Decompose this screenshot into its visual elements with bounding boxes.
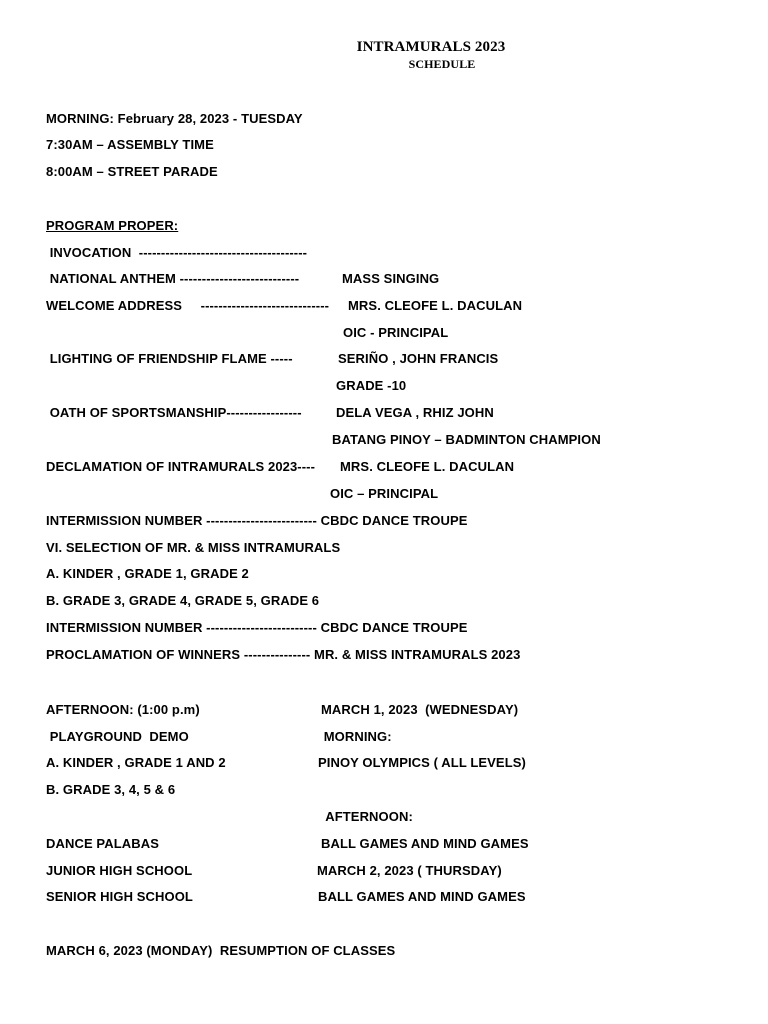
flame-role: GRADE -10: [336, 378, 407, 393]
declaration-line: DECLAMATION OF INTRAMURALS 2023----: [46, 459, 316, 474]
pinoy-olympics: PINOY OLYMPICS ( ALL LEVELS): [318, 755, 526, 770]
playground-demo: PLAYGROUND DEMO: [46, 729, 189, 744]
march2-games: BALL GAMES AND MIND GAMES: [318, 889, 526, 904]
page-title: INTRAMURALS 2023: [356, 39, 506, 55]
march2-header: MARCH 2, 2023 ( THURSDAY): [317, 863, 502, 878]
selection-line: VI. SELECTION OF MR. & MISS INTRAMURALS: [46, 540, 341, 555]
declaration-role: OIC – PRINCIPAL: [330, 486, 439, 501]
selection-group-a: A. KINDER , GRADE 1, GRADE 2: [46, 566, 249, 581]
resumption-line: MARCH 6, 2023 (MONDAY) RESUMPTION OF CLASSES: [46, 943, 396, 958]
invocation-line: INVOCATION --------------------------------------: [46, 245, 308, 260]
anthem-line: NATIONAL ANTHEM ---------------------------: [46, 271, 300, 286]
street-parade: 8:00AM – STREET PARADE: [46, 164, 218, 179]
demo-group-a: A. KINDER , GRADE 1 AND 2: [46, 755, 226, 770]
welcome-speaker: MRS. CLEOFE L. DACULAN: [348, 298, 523, 313]
oath-role: BATANG PINOY – BADMINTON CHAMPION: [332, 432, 601, 447]
oath-person: DELA VEGA , RHIZ JOHN: [336, 405, 494, 420]
proclamation-line: PROCLAMATION OF WINNERS --------------- MR. & MISS INTRAMURALS 2023: [46, 647, 521, 662]
anthem-performer: MASS SINGING: [342, 271, 440, 286]
morning-header: MORNING: February 28, 2023 - TUESDAY: [46, 111, 303, 126]
march1-header: MARCH 1, 2023 (WEDNESDAY): [321, 702, 519, 717]
demo-group-b: B. GRADE 3, 4, 5 & 6: [46, 782, 176, 797]
program-header: PROGRAM PROPER:: [46, 218, 179, 233]
intermission-1: INTERMISSION NUMBER ------------------------- CBDC DANCE TROUPE: [46, 513, 468, 528]
welcome-line: WELCOME ADDRESS -----------------------------: [46, 298, 330, 313]
march1-games: BALL GAMES AND MIND GAMES: [321, 836, 529, 851]
senior-high: SENIOR HIGH SCHOOL: [46, 889, 193, 904]
welcome-role: OIC - PRINCIPAL: [343, 325, 449, 340]
junior-high: JUNIOR HIGH SCHOOL: [46, 863, 193, 878]
declaration-speaker: MRS. CLEOFE L. DACULAN: [340, 459, 515, 474]
oath-line: OATH OF SPORTSMANSHIP-----------------: [46, 405, 302, 420]
page-subtitle: SCHEDULE: [408, 57, 476, 71]
afternoon-header: AFTERNOON: (1:00 p.m): [46, 702, 200, 717]
march1-morning: MORNING:: [320, 729, 392, 744]
flame-line: LIGHTING OF FRIENDSHIP FLAME -----: [46, 351, 293, 366]
dance-palabas: DANCE PALABAS: [46, 836, 160, 851]
selection-group-b: B. GRADE 3, GRADE 4, GRADE 5, GRADE 6: [46, 593, 320, 608]
intermission-2: INTERMISSION NUMBER ------------------------- CBDC DANCE TROUPE: [46, 620, 468, 635]
flame-person: SERIÑO , JOHN FRANCIS: [338, 351, 499, 366]
march1-afternoon: AFTERNOON:: [322, 809, 413, 824]
assembly-time: 7:30AM – ASSEMBLY TIME: [46, 137, 214, 152]
